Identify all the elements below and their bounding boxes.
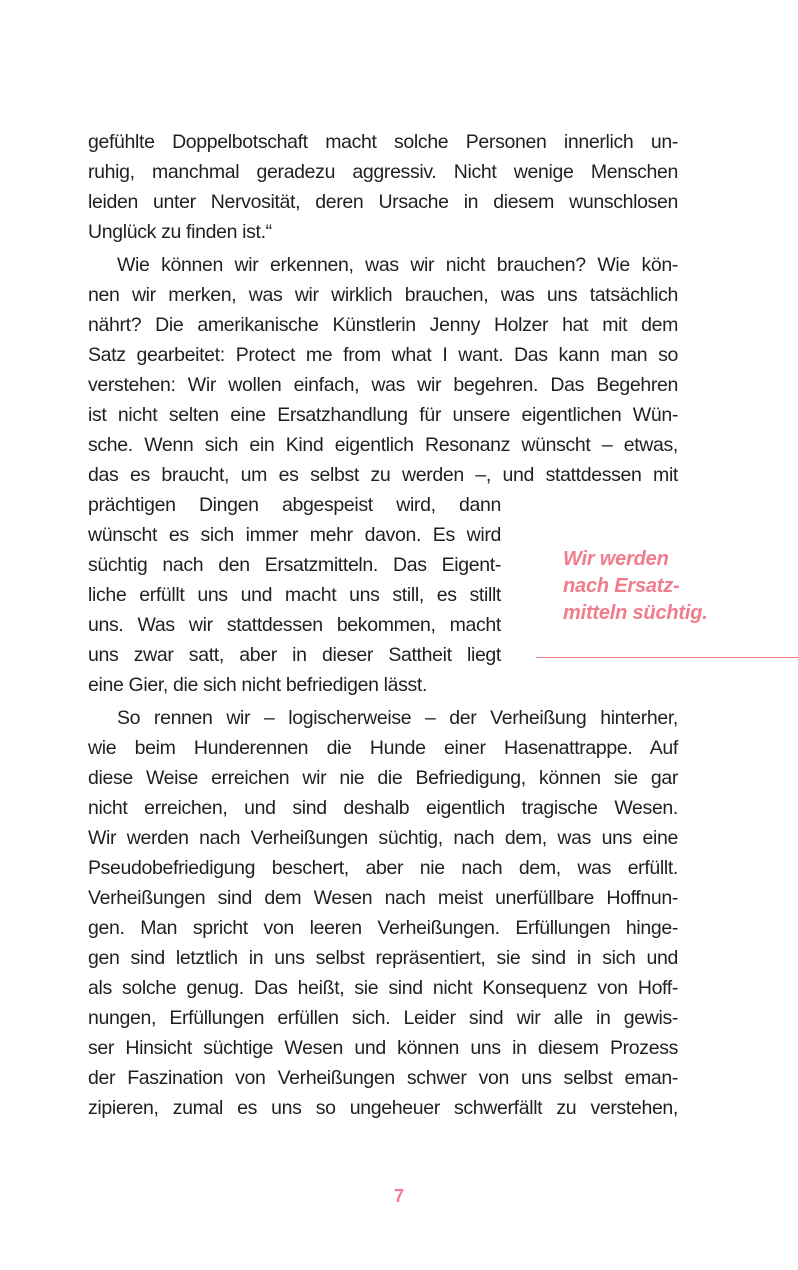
text-line: als solche genug. Das heißt, sie sind nicht Konsequenz von Hoff-: [88, 977, 678, 999]
text-line: wünscht es sich immer mehr davon. Es wird: [88, 524, 501, 546]
text-line: nährt? Die amerikanische Künstlerin Jenny Holzer hat mit dem: [88, 314, 678, 336]
text-line: gen sind letztlich in uns selbst repräsentiert, sie sind in sich und: [88, 947, 678, 969]
text-line: gefühlte Doppelbotschaft macht solche Personen innerlich un-: [88, 131, 678, 153]
pull-quote: [563, 546, 708, 627]
text-line: verstehen: Wir wollen einfach, was wir begehren. Das Begehren: [88, 374, 678, 396]
pull-quote-line: nach Ersatz-: [563, 575, 680, 597]
page-number: 7: [393, 1186, 404, 1206]
text-line: nungen, Erfüllungen erfüllen sich. Leider sind wir alle in gewis-: [88, 1007, 678, 1029]
text-line: ser Hinsicht süchtige Wesen und können uns in diesem Prozess: [88, 1037, 678, 1059]
text-line: eine Gier, die sich nicht befriedigen lässt.: [88, 674, 428, 696]
text-line: nen wir merken, was wir wirklich brauchen, was uns tatsächlich: [88, 284, 678, 306]
text-line: ruhig, manchmal geradezu aggressiv. Nicht wenige Menschen: [88, 161, 678, 183]
text-line: süchtig nach den Ersatzmitteln. Das Eigent-: [88, 554, 501, 576]
text-line: leiden unter Nervosität, deren Ursache in diesem wunschlosen: [88, 191, 678, 213]
text-line: So rennen wir – logischerweise – der Verheißung hinterher,: [117, 707, 678, 729]
text-line: das es braucht, um es selbst zu werden –, und stattdessen mit: [88, 464, 678, 486]
text-line: wie beim Hunderennen die Hunde einer Hasenattrappe. Auf: [88, 737, 678, 759]
text-line: Satz gearbeitet: Protect me from what I want. Das kann man so: [88, 344, 678, 366]
text-line: uns zwar satt, aber in dieser Sattheit liegt: [88, 644, 501, 666]
text-line: gen. Man spricht von leeren Verheißungen. Erfüllungen hinge-: [88, 917, 678, 939]
text-line: prächtigen Dingen abgespeist wird, dann: [88, 494, 501, 516]
text-line: Pseudobefriedigung beschert, aber nie nach dem, was erfüllt.: [88, 857, 678, 879]
text-line: zipieren, zumal es uns so ungeheuer schwerfällt zu verstehen,: [88, 1097, 678, 1119]
text-line: sche. Wenn sich ein Kind eigentlich Resonanz wünscht – etwas,: [88, 434, 678, 456]
text-line: Wie können wir erkennen, was wir nicht brauchen? Wie kön-: [117, 254, 678, 276]
pull-quote-divider: [536, 657, 798, 658]
pull-quote-line: Wir werden: [563, 548, 669, 570]
text-line: nicht erreichen, und sind deshalb eigentlich tragische Wesen.: [88, 797, 678, 819]
text-line: Unglück zu finden ist.“: [88, 221, 272, 243]
text-line: diese Weise erreichen wir nie die Befriedigung, können sie gar: [88, 767, 678, 789]
text-line: Wir werden nach Verheißungen süchtig, nach dem, was uns eine: [88, 827, 678, 849]
text-line: uns. Was wir stattdessen bekommen, macht: [88, 614, 501, 636]
text-line: Verheißungen sind dem Wesen nach meist unerfüllbare Hoffnun-: [88, 887, 678, 909]
text-line: ist nicht selten eine Ersatzhandlung für unsere eigentlichen Wün-: [88, 404, 678, 426]
pull-quote-line: mitteln süchtig.: [563, 602, 708, 624]
text-line: der Faszination von Verheißungen schwer von uns selbst eman-: [88, 1067, 678, 1089]
text-line: liche erfüllt uns und macht uns still, es stillt: [88, 584, 501, 606]
